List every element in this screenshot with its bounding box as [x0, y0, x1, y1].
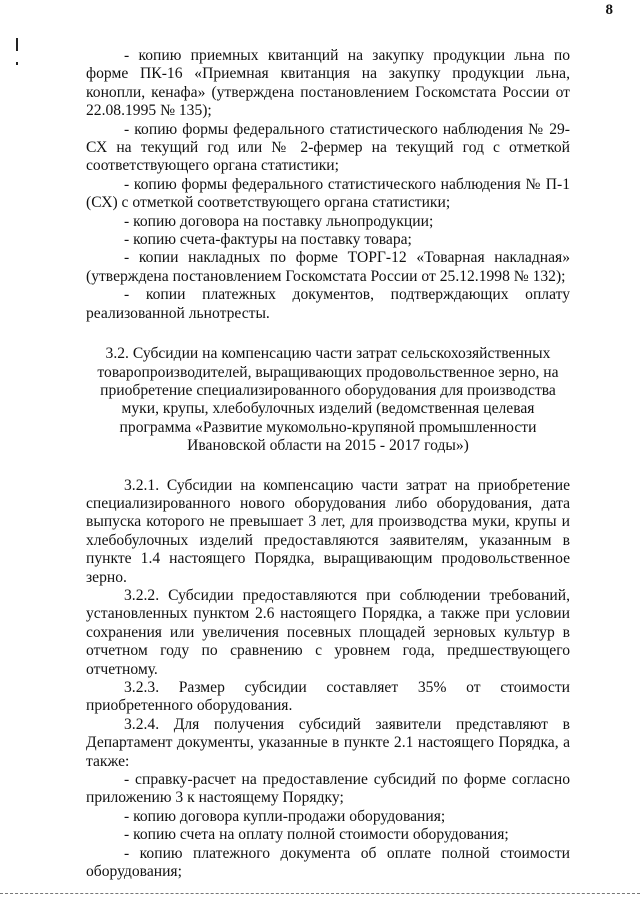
list-item: - копию формы федерального статистического наблюдения № 29-СХ на текущий год или № 2-фермер на текущий год с отметкой соответствующего органа статистики;	[86, 120, 570, 175]
list-item: - копию договора купли-продажи оборудования;	[124, 807, 446, 825]
list-item: - копию счета на оплату полной стоимости оборудования;	[124, 826, 509, 844]
margin-dot	[16, 62, 18, 65]
margin-mark	[16, 38, 18, 51]
list-item: - копии платежных документов, подтверждающих оплату реализованной льнотресты.	[86, 286, 570, 322]
page-number: 8	[605, 2, 613, 18]
list-item: - копию договора на поставку льнопродукции;	[124, 212, 434, 230]
scan-edge-line	[0, 893, 640, 894]
paragraph-3-2-2: 3.2.2. Субсидии предоставляются при соблюдении требований, установленных пунктом 2.6 настоящего Порядка, а также при условии сохранения или увеличения посевных площадей зерновых культур в отчетном году по сравнению с уровнем года, предшествующего отчетному.	[86, 586, 570, 678]
list-item: - копии накладных по форме ТОРГ-12 «Товарная накладная» (утверждена постановлением Госкомстата России от 25.12.1998 № 132);	[86, 249, 570, 285]
list-item: - копию формы федерального статистического наблюдения № П-1 (СХ) с отметкой соответствующего органа статистики;	[86, 175, 570, 212]
document-body	[86, 47, 570, 881]
list-item: - справку-расчет на предоставление субсидий по форме согласно приложению 3 к настоящему Порядку;	[86, 771, 570, 807]
list-item: - копию счета-фактуры на поставку товара;	[124, 231, 412, 249]
paragraph-3-2-3: 3.2.3. Размер субсидии составляет 35% от стоимости приобретенного оборудования.	[86, 679, 570, 715]
section-heading: 3.2. Субсидии на компенсацию части затрат сельскохозяйственных товаропроизводителей, выращивающих продовольственное зерно, на приобретение специализированного оборудования для производства муки, крупы, хлебобулочных изделий (ведомственная целевая программа «Развитие мукомольно-крупяной промышленности Ивановской области на 2015 - 2017 годы»)	[97, 345, 559, 455]
paragraph-3-2-1: 3.2.1. Субсидии на компенсацию части затрат на приобретение специализированного нового оборудования либо оборудования, дата выпуска которого не превышает 3 лет, для производства муки, крупы и хлебобулочных изделий предоставляются заявителям, указанным в пункте 1.4 настоящего Порядка, выращивающим продовольственное зерно.	[86, 476, 570, 586]
list-item: - копию приемных квитанций на закупку продукции льна по форме ПК-16 «Приемная квитанция на закупку продукции льна, конопли, кенафа» (утверждена постановлением Госкомстата России от 22.08.1995 № 135);	[86, 47, 570, 120]
list-item: - копию платежного документа об оплате полной стоимости оборудования;	[86, 844, 570, 881]
paragraph-3-2-4: 3.2.4. Для получения субсидий заявители представляют в Департамент документы, указанные в пункте 2.1 настоящего Порядка, а также:	[86, 715, 570, 770]
